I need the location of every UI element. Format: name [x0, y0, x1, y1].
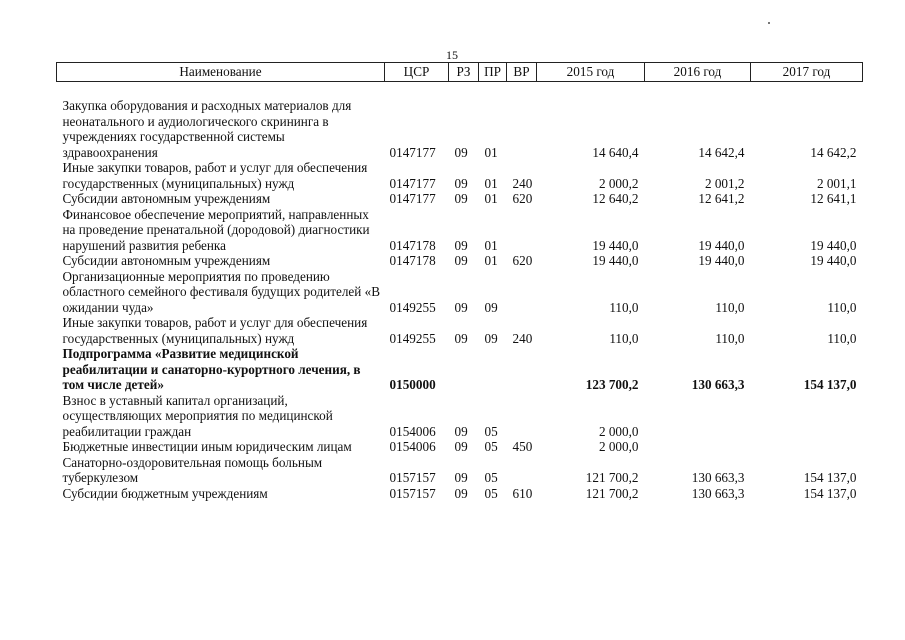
- cell-2015: 110,0: [609, 299, 639, 315]
- cell-2015: 110,0: [609, 330, 639, 346]
- cell-pr: 01: [484, 144, 498, 160]
- cell-2016: 130 663,3: [691, 377, 745, 392]
- cell-csr: 0150000: [389, 377, 436, 392]
- cell-2016: 110,0: [715, 299, 745, 315]
- header-name: Наименование: [57, 63, 385, 82]
- cell-2016: 19 440,0: [698, 237, 745, 253]
- header-2016: 2016 год: [645, 63, 751, 82]
- header-2017: 2017 год: [751, 63, 863, 82]
- header-rz: РЗ: [449, 63, 479, 82]
- cell-2016: 19 440,0: [698, 253, 745, 268]
- table-row: [57, 393, 863, 440]
- cell-rz: 09: [454, 423, 468, 439]
- cell-2017: [751, 393, 863, 440]
- cell-2016: 130 663,3: [691, 485, 745, 501]
- cell-name: Финансовое обеспечение мероприятий, направленных на проведение пренатальной (дородовой) диагностики нарушений развития ребенка: [62, 206, 370, 253]
- cell-2015: 2 000,0: [598, 423, 639, 439]
- scan-artifact: [768, 22, 770, 24]
- cell-pr: 05: [484, 470, 498, 485]
- cell-rz: [449, 346, 479, 393]
- cell-pr: 05: [484, 423, 498, 439]
- cell-2016: [645, 439, 751, 455]
- cell-csr: 0157157: [389, 470, 436, 485]
- budget-table: [56, 62, 863, 501]
- cell-csr: 0147177: [389, 175, 436, 191]
- cell-csr: 0149255: [389, 330, 436, 346]
- table-row: [57, 315, 863, 346]
- table-row: [57, 439, 863, 455]
- cell-vr: 240: [512, 175, 533, 191]
- cell-name: Санаторно-оздоровительная помощь больным туберкулезом: [62, 454, 323, 485]
- cell-2017: 110,0: [827, 299, 857, 315]
- cell-pr: 01: [484, 237, 498, 253]
- cell-rz: 09: [454, 253, 468, 268]
- header-vr: ВР: [507, 63, 537, 82]
- cell-2016: 12 641,2: [698, 191, 745, 206]
- cell-2016: 14 642,4: [698, 144, 745, 160]
- cell-2015: 2 000,0: [598, 439, 639, 454]
- cell-name: Подпрограмма «Развитие медицинской реабилитации и санаторно-курортного лечения, в том числе детей»: [62, 346, 361, 392]
- cell-2015: 14 640,4: [592, 144, 639, 160]
- cell-rz: 09: [454, 439, 468, 454]
- cell-2017: 154 137,0: [803, 470, 857, 485]
- cell-pr: 01: [484, 191, 498, 206]
- cell-pr: 09: [484, 330, 498, 346]
- cell-2017: 12 641,1: [810, 191, 857, 206]
- cell-2016: [645, 393, 751, 440]
- cell-pr: 09: [484, 299, 498, 315]
- header-2015: 2015 год: [537, 63, 645, 82]
- cell-csr: 0149255: [389, 299, 436, 315]
- cell-pr: 01: [484, 175, 498, 191]
- cell-vr: 240: [512, 330, 533, 346]
- cell-rz: 09: [454, 299, 468, 315]
- table-row: [57, 346, 863, 393]
- table-row: [57, 253, 863, 269]
- cell-2017: 19 440,0: [810, 237, 857, 253]
- table-row: [57, 207, 863, 254]
- cell-pr: 05: [484, 439, 498, 454]
- cell-2017: 2 001,1: [816, 175, 857, 191]
- cell-csr: 0147177: [389, 191, 436, 206]
- cell-name: Организационные мероприятия по проведению областного семейного фестиваля будущих родителей «В ожидании чуда»: [62, 268, 381, 315]
- cell-2017: 110,0: [827, 330, 857, 346]
- cell-vr: 620: [512, 253, 533, 268]
- cell-rz: 09: [454, 470, 468, 485]
- cell-rz: 09: [454, 330, 468, 346]
- table-row: [57, 191, 863, 207]
- table-row: [57, 269, 863, 316]
- cell-vr: 620: [512, 191, 533, 206]
- cell-vr: [507, 393, 537, 440]
- cell-csr: 0154006: [389, 423, 436, 439]
- cell-2015: 2 000,2: [598, 175, 639, 191]
- cell-2015: 12 640,2: [592, 191, 639, 206]
- cell-vr: 450: [512, 439, 533, 454]
- cell-rz: 09: [454, 485, 468, 501]
- cell-2015: 121 700,2: [585, 485, 639, 501]
- cell-name: Иные закупки товаров, работ и услуг для обеспечения государственных (муниципальных) нужд: [62, 315, 368, 346]
- cell-2015: 19 440,0: [592, 237, 639, 253]
- cell-csr: 0147178: [389, 237, 436, 253]
- cell-rz: 09: [454, 191, 468, 206]
- cell-name: Бюджетные инвестиции иным юридическим лицам: [62, 439, 352, 454]
- table-header-row: [57, 63, 863, 82]
- cell-2017: 154 137,0: [803, 485, 857, 501]
- cell-2015: 121 700,2: [585, 470, 639, 485]
- cell-name: Иные закупки товаров, работ и услуг для обеспечения государственных (муниципальных) нужд: [62, 160, 368, 191]
- cell-csr: 0147177: [389, 144, 436, 160]
- cell-2015: 123 700,2: [585, 377, 639, 392]
- cell-2016: 130 663,3: [691, 470, 745, 485]
- cell-vr: [507, 346, 537, 393]
- table-body: [57, 82, 863, 502]
- cell-name: Субсидии бюджетным учреждениям: [62, 485, 268, 501]
- cell-vr: [507, 269, 537, 316]
- table-row: [57, 82, 863, 161]
- cell-pr: [479, 346, 507, 393]
- cell-csr: 0157157: [389, 485, 436, 501]
- header-pr: ПР: [479, 63, 507, 82]
- cell-2017: 154 137,0: [803, 377, 857, 392]
- header-csr: ЦСР: [385, 63, 449, 82]
- cell-name: Взнос в уставный капитал организаций, осуществляющих мероприятия по медицинской реабилитации граждан: [62, 392, 333, 439]
- cell-rz: 09: [454, 144, 468, 160]
- table-row: [57, 455, 863, 486]
- table-row: [57, 160, 863, 191]
- page-number: 15: [446, 48, 458, 62]
- cell-2017: [751, 439, 863, 455]
- cell-vr: [507, 82, 537, 161]
- cell-name: Субсидии автономным учреждениям: [62, 191, 271, 206]
- cell-pr: 05: [484, 485, 498, 501]
- cell-2015: 19 440,0: [592, 253, 639, 268]
- cell-vr: 610: [512, 485, 533, 501]
- cell-2016: 110,0: [715, 330, 745, 346]
- cell-2017: 19 440,0: [810, 253, 857, 268]
- table-row: [57, 486, 863, 502]
- cell-vr: [507, 207, 537, 254]
- cell-csr: 0154006: [389, 439, 436, 454]
- cell-vr: [507, 455, 537, 486]
- cell-2016: 2 001,2: [704, 175, 745, 191]
- cell-name: Закупка оборудования и расходных материалов для неонатального и аудиологического скрининга в учреждениях государственной системы здравоохранения: [62, 98, 352, 160]
- cell-name: Субсидии автономным учреждениям: [62, 253, 271, 268]
- cell-rz: 09: [454, 237, 468, 253]
- cell-2017: 14 642,2: [810, 144, 857, 160]
- cell-rz: 09: [454, 175, 468, 191]
- cell-csr: 0147178: [389, 253, 436, 268]
- cell-pr: 01: [484, 253, 498, 268]
